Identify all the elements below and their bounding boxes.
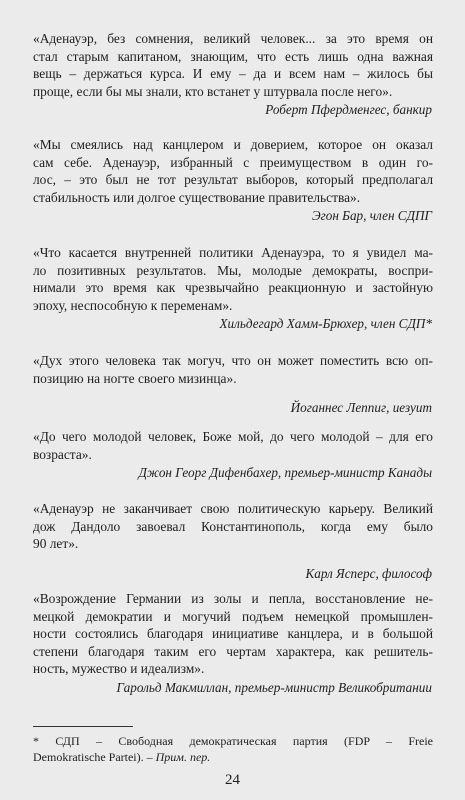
- quote-line: «Аденауэр, без сомнения, великий человек... за это время он: [33, 31, 433, 46]
- quote-line: стабильность или долгое существование правительства».: [33, 189, 361, 205]
- quote-attribution: Хильдегард Хамм-Брюхер, член СДП*: [219, 316, 432, 332]
- quote-text: [33, 30, 433, 100]
- quote-attribution: Карл Ясперс, философ: [305, 565, 432, 581]
- quote-line: проще, если бы мы знали, кто встанет у штурвала после него».: [33, 83, 393, 99]
- quote-line: «До чего молодой человек, Боже мой, до чего молодой – для его: [33, 429, 433, 444]
- quote-line: ность, мужество и идеализм».: [33, 661, 205, 677]
- quote-text: [33, 500, 433, 553]
- quote-line: позицию на ногте своего мизинца».: [33, 370, 237, 386]
- quote-block: [33, 244, 433, 332]
- quote-line: стал старым капитаном, знающим, что есть лишь одна важная: [33, 48, 433, 64]
- quote-block: [33, 136, 433, 224]
- quote-block: [33, 30, 433, 118]
- page-number: 24: [225, 772, 240, 788]
- quote-block: [33, 590, 433, 696]
- quote-line: 90 лет».: [33, 536, 79, 552]
- footnote-divider: [33, 726, 133, 727]
- quote-text: [33, 136, 433, 206]
- footnote-line: [33, 749, 433, 765]
- quote-text: [33, 244, 433, 314]
- quote-line: «Возрождение Германии из золы и пепла, восстановление не-: [33, 591, 433, 606]
- quote-block: [33, 500, 433, 582]
- translator-note: Прим. пер.: [155, 750, 211, 764]
- quote-attribution: Джон Георг Дифенбахер, премьер-министр Канады: [138, 465, 432, 481]
- quote-line: мецкой демократии и могучий подъем немецкой промышлен-: [33, 608, 433, 624]
- quote-line: «Дух этого человека так могуч, что он может поместить всю оп-: [33, 353, 433, 368]
- quote-attribution: Йоганнес Леппиг, иезуит: [290, 400, 432, 416]
- quote-text: [33, 590, 433, 678]
- quote-attribution: Гарольд Макмиллан, премьер-министр Великобритании: [116, 679, 432, 695]
- footnote-text: Demokratische Partei). –: [33, 750, 156, 764]
- quote-line: лос, – это был не тот результат выборов, который предполагал: [33, 172, 433, 188]
- quote-line: «Мы смеялись над канцлером и доверием, которое он оказал: [33, 137, 433, 152]
- quote-line: степени благодаря таким его чертам характера, как решитель-: [33, 643, 433, 659]
- quote-line: ло позитивных результатов. Мы, молодые демократы, воспри-: [33, 262, 433, 278]
- quote-attribution: Эгон Бар, член СДПГ: [311, 208, 432, 224]
- quote-line: дож Дандоло завоевал Константинополь, когда ему было: [33, 518, 433, 534]
- quote-line: эпоху, неспособную к переменам».: [33, 297, 233, 313]
- quote-line: сам себе. Аденауэр, избранный с преимуществом в один го-: [33, 154, 433, 170]
- quote-line: «Что касается внутренней политики Аденауэра, то я увидел ма-: [33, 245, 433, 260]
- quote-line: «Аденауэр не заканчивает свою политическую карьеру. Великий: [33, 501, 433, 516]
- quote-block: [33, 352, 433, 416]
- footnote: [33, 733, 433, 765]
- quote-text: [33, 428, 433, 463]
- quote-line: ности состоялись благодаря инициативе канцлера, и в большой: [33, 626, 433, 642]
- quote-line: вещь – держаться курса. И ему – да и всем нам – жилось бы: [33, 66, 433, 82]
- quote-line: возраста».: [33, 446, 92, 462]
- quote-line: нимали это время как чрезвычайно реакционную и застойную: [33, 280, 433, 296]
- quote-attribution: Роберт Пфердменгес, банкир: [265, 102, 432, 118]
- footnote-line: * СДП – Свободная демократическая партия (FDP – Freie: [33, 734, 433, 748]
- quote-text: [33, 352, 433, 387]
- quote-block: [33, 428, 433, 481]
